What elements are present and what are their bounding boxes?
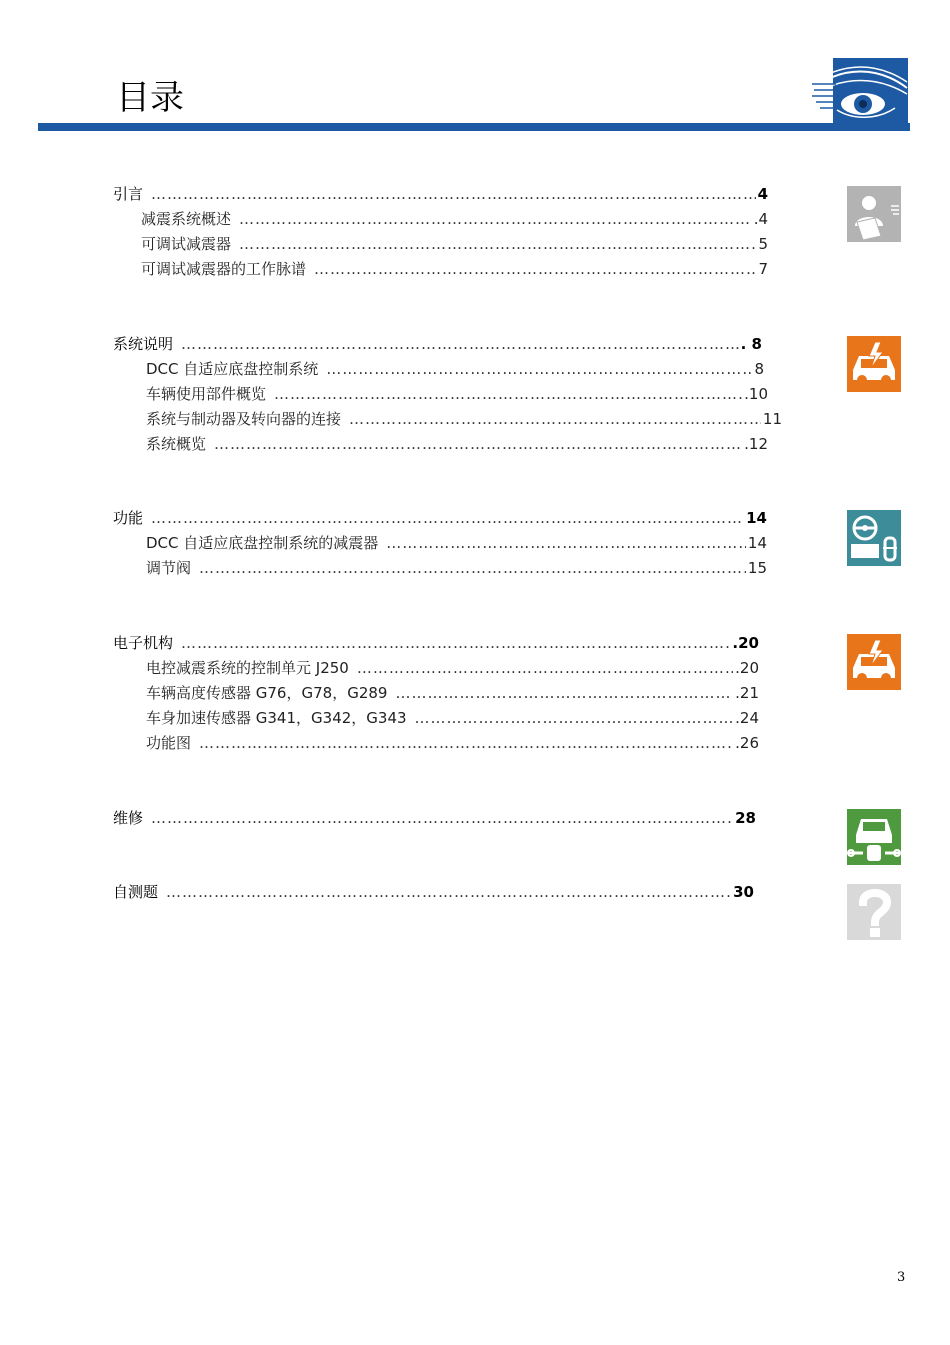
page-number: 3 bbox=[897, 1270, 906, 1285]
toc-label: 车身加速传感器 G341，G342，G343 bbox=[146, 709, 407, 727]
toc-entry-components-overview[interactable] bbox=[146, 383, 768, 405]
toc-page: 4 bbox=[757, 185, 768, 203]
toc-page: .4 bbox=[753, 210, 768, 228]
eye-logo-icon bbox=[833, 58, 908, 126]
toc-label: 车辆使用部件概览 bbox=[146, 385, 267, 403]
toc-leader bbox=[314, 258, 756, 280]
toc-leader bbox=[395, 682, 733, 704]
toc-label: 维修 bbox=[113, 809, 144, 827]
toc-leader bbox=[151, 507, 744, 529]
toc-page: .20 bbox=[735, 659, 759, 677]
toc-label: 系统概览 bbox=[146, 435, 207, 453]
car-electric-icon bbox=[847, 336, 901, 392]
toc-entry-system-description[interactable] bbox=[113, 333, 762, 355]
toc-leader bbox=[386, 532, 746, 554]
car-electric-icon bbox=[847, 634, 901, 690]
toc-label: 可调试减震器 bbox=[141, 235, 232, 253]
toc-entry-adjustable-damper[interactable] bbox=[141, 233, 768, 255]
toc-label: 系统说明 bbox=[113, 335, 174, 353]
toc-label: 电子机构 bbox=[113, 634, 174, 652]
toc-label: 调节阀 bbox=[146, 559, 192, 577]
toc-leader bbox=[349, 408, 761, 430]
eye-logo-lines-icon bbox=[812, 76, 836, 116]
toc-leader bbox=[199, 557, 746, 579]
toc-entry-dcc[interactable] bbox=[146, 358, 764, 380]
reader-icon bbox=[847, 186, 901, 242]
toc-page: 7 bbox=[758, 260, 768, 278]
toc-page: 14 bbox=[747, 534, 767, 552]
toc-leader bbox=[181, 333, 739, 355]
toc-page: .10 bbox=[744, 385, 768, 403]
toc-page: 8 bbox=[754, 360, 764, 378]
toc-entry-function[interactable] bbox=[113, 507, 767, 529]
toc-entry-dcc-damper[interactable] bbox=[146, 532, 767, 554]
toc-page: .24 bbox=[735, 709, 759, 727]
toc-page: . 8 bbox=[740, 335, 762, 353]
toc-page: 30 bbox=[733, 883, 754, 901]
toc-label: 减震系统概述 bbox=[141, 210, 232, 228]
toc-entry-service[interactable] bbox=[113, 807, 756, 829]
toc-label: 功能 bbox=[113, 509, 144, 527]
toc-leader bbox=[181, 632, 730, 654]
toc-label: 功能图 bbox=[146, 734, 192, 752]
toc-label: 引言 bbox=[113, 185, 144, 203]
toc-page: 11 bbox=[762, 410, 782, 428]
toc-label: DCC 自适应底盘控制系统的减震器 bbox=[146, 534, 379, 552]
toc-entry-control-unit-j250[interactable] bbox=[146, 657, 759, 679]
toc-entry-system-overview[interactable] bbox=[146, 433, 768, 455]
toc-page: .26 bbox=[735, 734, 759, 752]
toc-entry-height-sensors[interactable] bbox=[146, 682, 759, 704]
toc-page: .20 bbox=[732, 634, 759, 652]
toc-entry-control-valve[interactable] bbox=[146, 557, 767, 579]
toc-leader bbox=[166, 881, 731, 903]
toc-entry-damping-overview[interactable] bbox=[141, 208, 768, 230]
toc-leader bbox=[214, 433, 742, 455]
toc-entry-acceleration-sensors[interactable] bbox=[146, 707, 759, 729]
toc-entry-damper-map[interactable] bbox=[141, 258, 768, 280]
toc-entry-brake-steering-link[interactable] bbox=[146, 408, 782, 430]
toc-page: 15 bbox=[747, 559, 767, 577]
toc-label: 自测题 bbox=[113, 883, 159, 901]
toc-leader bbox=[239, 233, 756, 255]
toc-page: 28 bbox=[735, 809, 756, 827]
header-rule bbox=[38, 123, 910, 131]
toc-leader bbox=[151, 807, 733, 829]
toc-entry-electronics[interactable] bbox=[113, 632, 759, 654]
toc-page: .12 bbox=[744, 435, 768, 453]
question-mark-icon bbox=[847, 884, 901, 940]
steering-shock-icon bbox=[847, 510, 901, 566]
page-title: 目录 bbox=[116, 78, 184, 118]
toc-leader bbox=[199, 732, 733, 754]
toc-page: .21 bbox=[735, 684, 759, 702]
toc-leader bbox=[415, 707, 734, 729]
toc-leader bbox=[151, 183, 756, 205]
toc-label: 电控减震系统的控制单元 J250 bbox=[146, 659, 349, 677]
toc-leader bbox=[357, 657, 733, 679]
toc-label: 车辆高度传感器 G76，G78，G289 bbox=[146, 684, 388, 702]
toc-entry-function-diagram[interactable] bbox=[146, 732, 759, 754]
toc-entry-introduction[interactable] bbox=[113, 183, 768, 205]
toc-leader bbox=[239, 208, 752, 230]
toc-label: DCC 自适应底盘控制系统 bbox=[146, 360, 319, 378]
toc-leader bbox=[274, 383, 742, 405]
toc-entry-self-test[interactable] bbox=[113, 881, 754, 903]
toc-label: 可调试减震器的工作脉谱 bbox=[141, 260, 307, 278]
toc-leader bbox=[326, 358, 752, 380]
toc-page: 5 bbox=[758, 235, 768, 253]
toc-page: 14 bbox=[746, 509, 767, 527]
toc-label: 系统与制动器及转向器的连接 bbox=[146, 410, 342, 428]
car-service-icon bbox=[847, 809, 901, 865]
